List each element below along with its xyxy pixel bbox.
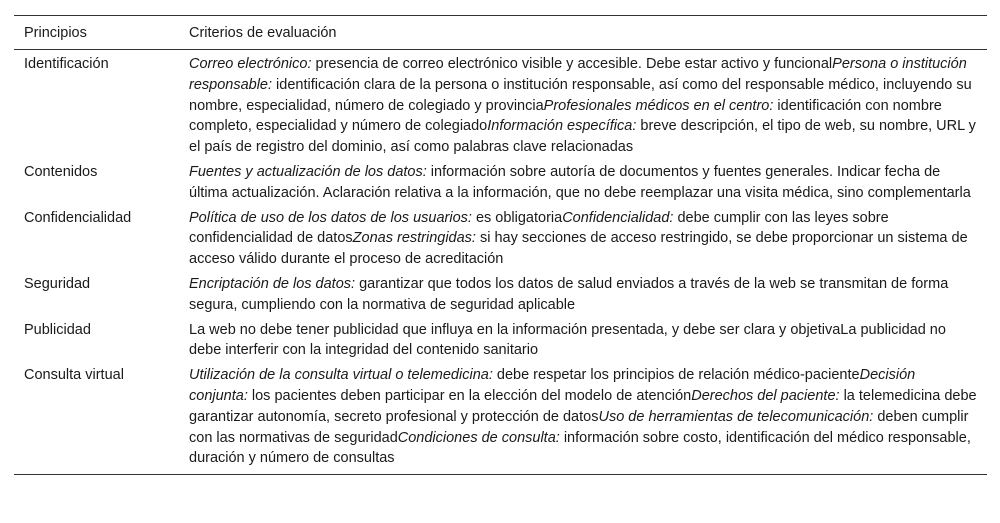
- table-row: [14, 272, 987, 318]
- table-row: [14, 363, 987, 474]
- table-row: [14, 206, 987, 272]
- criterion-text: garantizar que todos los datos de salud enviados a través de la web se transmitan de forma segura, cumpliendo con la normativa de seguridad aplicable: [189, 275, 949, 313]
- criterion-text: breve descripción, el tipo de web, su nombre, URL y el país de registro del dominio, así como palabras clave relacionadas: [189, 118, 976, 156]
- criterion-label: Correo electrónico:: [189, 56, 312, 72]
- criterion-label: Utilización de la consulta virtual o telemedicina:: [189, 367, 493, 384]
- criterion-label: Confidencialidad:: [562, 209, 674, 226]
- criterion-text: es obligatoria: [471, 209, 563, 226]
- criterion-text: información sobre autoría de documentos y fuentes generales. Indicar fecha de última actualización. Aclaración relativa a la información, que no debe reemplazar una visita médica, sino complementarla: [189, 163, 971, 201]
- criteria-cell: [179, 363, 987, 474]
- evaluation-criteria-table: [14, 15, 987, 475]
- criterion-label: Profesionales médicos en el centro:: [543, 97, 774, 114]
- table-row: [14, 318, 987, 364]
- criterion-text: la telemedicina debe garantizar autonomía, secreto profesional y protección de datos: [189, 387, 977, 425]
- criterion-text: debe cumplir con las leyes sobre confidencialidad de datos: [189, 209, 889, 247]
- criterion-label: Uso de herramientas de telecomunicación:: [598, 408, 874, 425]
- criteria-cell: [179, 50, 987, 160]
- criterion-label: Persona o institución responsable:: [189, 56, 967, 93]
- criterion-text: deben cumplir con las normativas de seguridad: [189, 408, 969, 446]
- criterion-text: identificación con nombre completo, especialidad y número de colegiado: [189, 97, 942, 135]
- header-criteria: Criterios de evaluación: [189, 25, 337, 41]
- criterion-label: Encriptación de los datos:: [189, 275, 356, 292]
- table-body: [14, 50, 987, 475]
- table-header-row: [14, 16, 987, 50]
- principle-cell: Contenidos: [24, 163, 98, 180]
- table-row: [14, 160, 987, 206]
- criteria-cell: [179, 160, 987, 206]
- criterion-text: si hay secciones de acceso restringido, se debe proporcionar un sistema de acceso válido durante el proceso de acreditación: [189, 230, 968, 268]
- criterion-label: Zonas restringidas:: [352, 230, 476, 247]
- criteria-cell: [179, 272, 987, 318]
- criteria-cell: [179, 318, 987, 364]
- principle-cell: Confidencialidad: [24, 209, 132, 226]
- criterion-label: Decisión conjunta:: [189, 367, 916, 404]
- table-row: [14, 50, 987, 160]
- criterion-label: Política de uso de los datos de los usuarios:: [189, 209, 472, 226]
- criterion-text: presencia de correo electrónico visible y accesible. Debe estar activo y funcional: [311, 56, 833, 72]
- criterion-text: La web no debe tener publicidad que influya en la información presentada, y debe ser clara y objetivaLa publicidad no debe interferir con la integridad del contenido sanitario: [189, 321, 946, 359]
- criteria-cell: [179, 206, 987, 272]
- principle-cell: Consulta virtual: [24, 367, 124, 384]
- evaluation-criteria-table-wrapper: [14, 15, 987, 475]
- criterion-label: Condiciones de consulta:: [397, 429, 560, 446]
- principle-cell: Identificación: [24, 56, 109, 72]
- header-principles: Principios: [24, 25, 87, 41]
- criterion-label: Fuentes y actualización de los datos:: [189, 163, 427, 180]
- criterion-text: los pacientes deben participar en la elección del modelo de atención: [247, 387, 692, 404]
- principle-cell: Seguridad: [24, 275, 91, 292]
- principle-cell: Publicidad: [24, 321, 91, 338]
- criterion-label: Información específica:: [487, 118, 637, 135]
- criterion-label: Derechos del paciente:: [691, 387, 840, 404]
- criterion-text: debe respetar los principios de relación médico-paciente: [492, 367, 860, 384]
- criterion-text: identificación clara de la persona o institución responsable, así como del responsable médico, incluyendo su nombre, especialidad, número de colegiado y provincia: [189, 76, 972, 114]
- criterion-text: información sobre costo, identificación del médico responsable, duración y número de consultas: [189, 429, 971, 467]
